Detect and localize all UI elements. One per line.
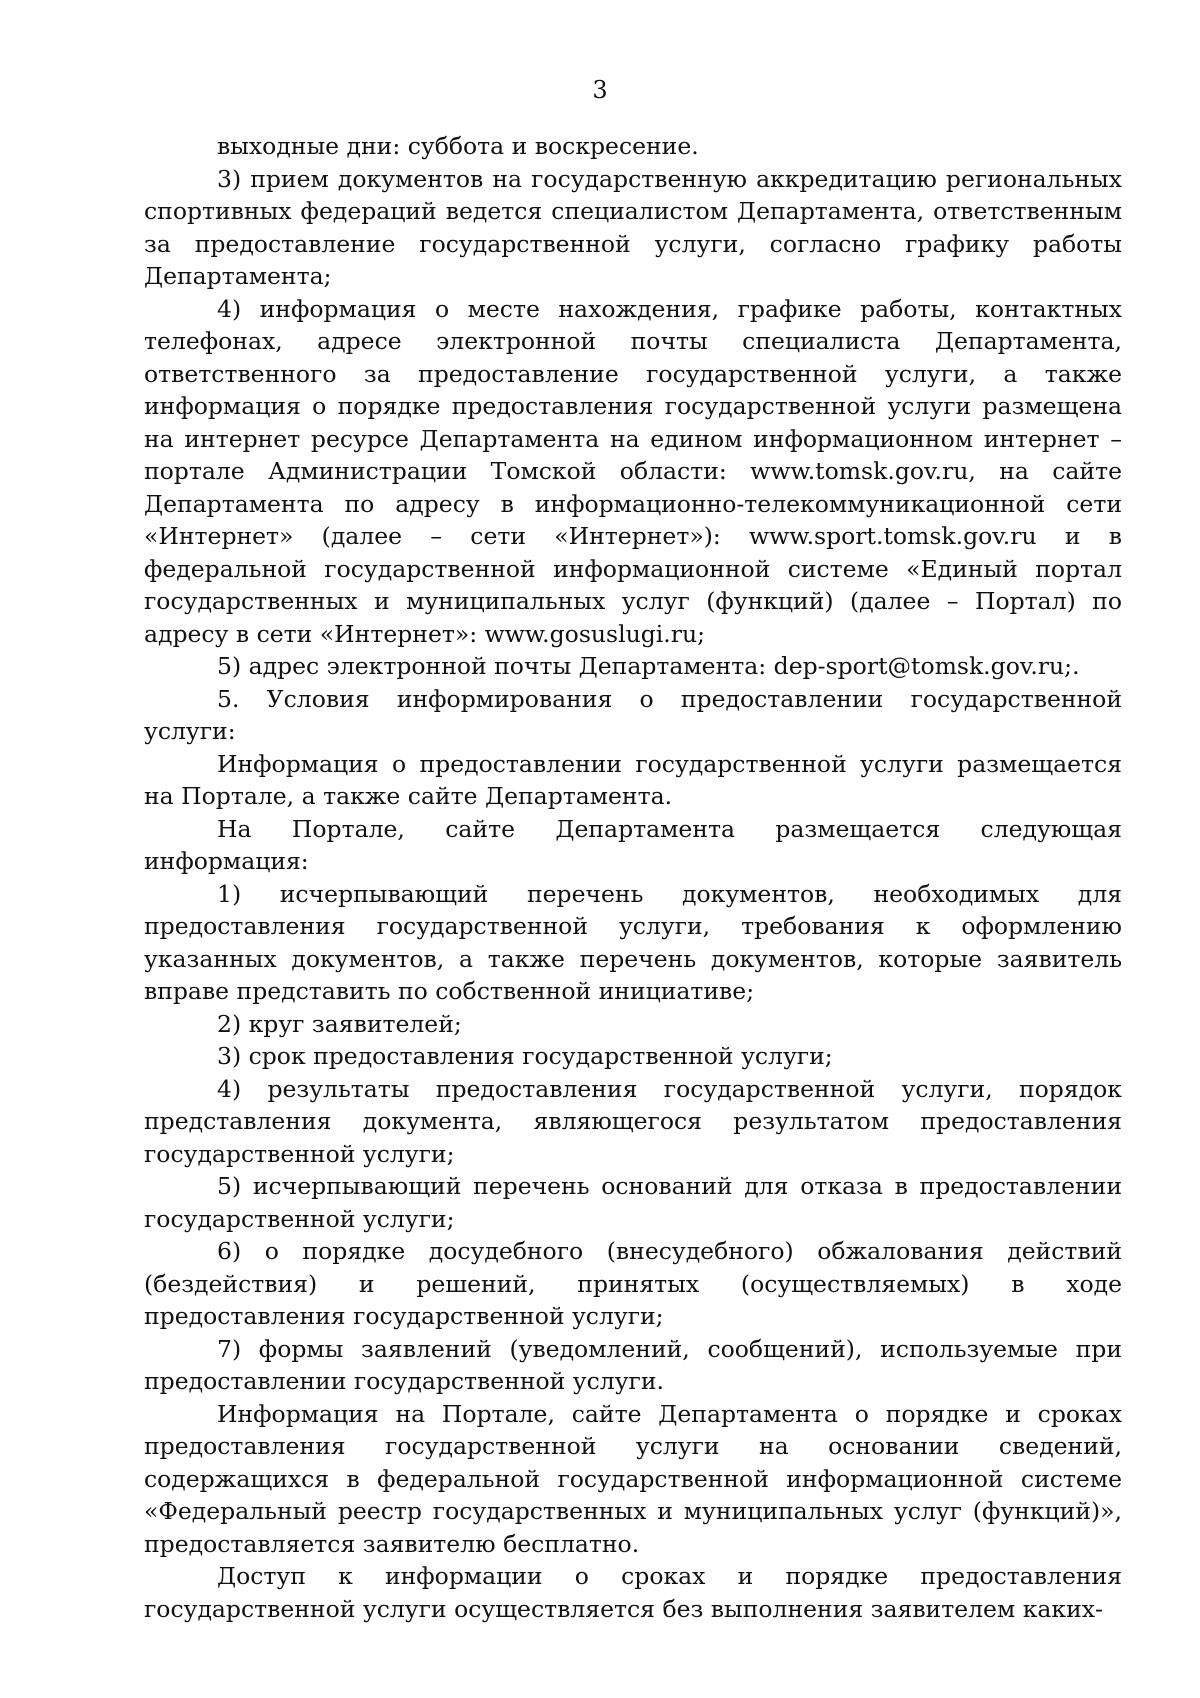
list-item-appeal-procedure: 6) о порядке досудебного (внесудебного) обжалования действий (бездействия) и решений, принятых (осуществляемых) в ходе предоставления государственной услуги;	[144, 1237, 1122, 1330]
list-item-application-forms: 7) формы заявлений (уведомлений, сообщений), используемые при предоставлении государственной услуги.	[144, 1334, 1122, 1395]
paragraph-weekend-days: выходные дни: суббота и воскресение.	[217, 132, 699, 160]
list-item-documents: 1) исчерпывающий перечень документов, необходимых для предоставления государственной услуги, требования к оформлению указанных документов, а также перечень документов, которые заявитель вправе представить по собственной инициативе;	[144, 879, 1122, 1005]
section-heading-informing-conditions: 5. Условия информирования о предоставлении государственной услуги:	[144, 684, 1122, 745]
list-item-service-results: 4) результаты предоставления государственной услуги, порядок представления документа, являющегося результатом предоставления государственной услуги;	[144, 1074, 1122, 1168]
page-number: 3	[592, 76, 608, 104]
paragraph-free-information: Информация на Портале, сайте Департамента о порядке и сроках предоставления государственной услуги на основании сведений, содержащихся в федеральной государственной информационной системе «Федеральный реестр государственных и муниципальных услуг (функций)», предоставляется заявителю бесплатно.	[144, 1399, 1122, 1558]
list-item-applicants: 2) круг заявителей;	[217, 1009, 462, 1038]
paragraph-department-email: 5) адрес электронной почты Департамента: dep-sport@tomsk.gov.ru;.	[217, 652, 1080, 680]
paragraph-information-list-intro: На Портале, сайте Департамента размещается следующая информация:	[144, 814, 1122, 875]
list-item-service-term: 3) срок предоставления государственной услуги;	[217, 1042, 833, 1070]
paragraph-document-reception: 3) прием документов на государственную аккредитацию региональных спортивных федераций ведется специалистом Департамента, ответственным за предоставление государственной услуги, согласно графику работы Департамента;	[144, 164, 1122, 290]
document-body	[144, 130, 1122, 1625]
list-item-refusal-grounds: 5) исчерпывающий перечень оснований для отказа в предоставлении государственной услуги;	[144, 1172, 1122, 1233]
paragraph-information-access: Доступ к информации о сроках и порядке предоставления государственной услуги осуществляется без выполнения заявителем каких-	[144, 1562, 1122, 1623]
paragraph-information-placement: Информация о предоставлении государственной услуги размещается на Портале, а также сайте Департамента.	[144, 749, 1122, 810]
paragraph-contact-information: 4) информация о месте нахождения, графике работы, контактных телефонах, адресе электронной почты специалиста Департамента, ответственного за предоставление государственной услуги, а также информация о порядке предоставления государственной услуги размещена на интернет ресурсе Департамента на едином информационном интернет – портале Администрации Томской области: www.tomsk.gov.ru, на сайте Департамента по адресу в информационно-телекоммуникационной сети «Интернет» (далее – сети «Интернет»): www.sport.tomsk.gov.ru и в федеральной государственной информационной системе «Единый портал государственных и муниципальных услуг (функций) (далее – Портал) по адресу в сети «Интернет»: www.gosuslugi.ru;	[144, 294, 1122, 648]
